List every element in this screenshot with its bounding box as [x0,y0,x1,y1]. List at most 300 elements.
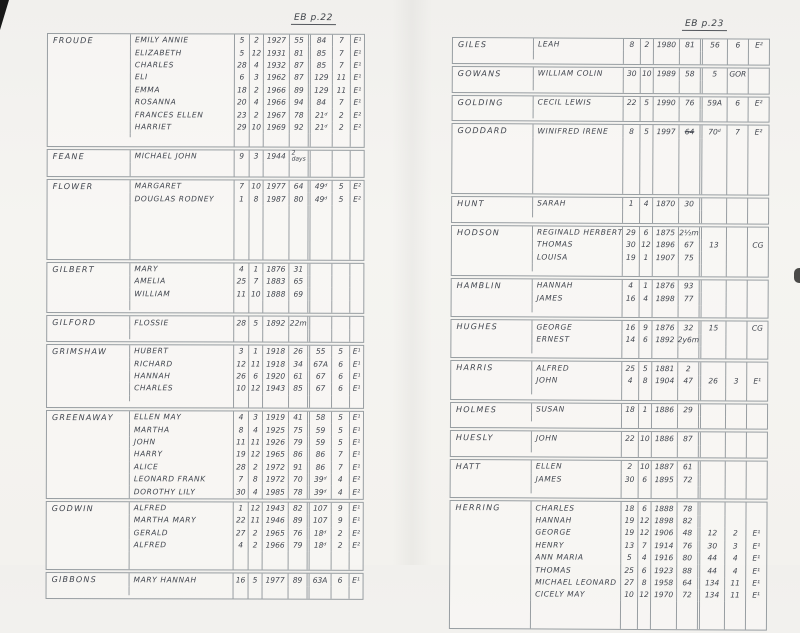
surname-cell: GOWANS [457,68,502,79]
empty-cell [700,52,727,65]
register-group [46,410,364,500]
grave-number-cell: 107 [307,502,331,514]
given-name-cell: WILLIAM COLIN [533,67,623,80]
month-cell: 12 [248,449,262,461]
row-number-cell [726,227,747,240]
row-number-cell: 5 [332,193,350,205]
empty-cell [638,416,651,428]
day-cell: 23 [234,109,249,121]
row-number-cell: 3 [724,540,745,553]
register-group [450,430,768,458]
section-cell: CG [746,322,767,335]
row-number-cell: 3 [725,375,746,388]
day-cell: 18 [621,403,638,415]
empty-cell [234,162,249,176]
empty-cell [331,586,349,598]
given-name-cell: SUSAN [531,403,621,416]
given-name-cell: ALICE [129,461,233,474]
given-name-cell: HANNAH [129,370,233,383]
empty-cell [233,395,248,407]
day-cell: 19 [233,449,248,461]
section-cell [746,404,767,417]
day-cell: 22 [233,515,248,527]
month-cell: 6 [639,226,652,238]
grave-number-cell: 67 [307,383,331,395]
given-name-cell: JAMES [532,292,622,305]
register-group [47,149,365,178]
day-cell: 4 [621,375,638,387]
age-cell: 78 [289,109,308,121]
given-name-cell: GEORGE [531,321,621,334]
day-cell: 14 [621,334,638,346]
grave-number-cell [698,404,725,417]
day-cell: 6 [234,72,249,84]
section-cell: E² [350,109,364,121]
grave-number-cell: 39ᵈ [307,486,331,498]
empty-cell [640,51,653,63]
section-cell: E¹ [349,449,363,461]
grave-number-cell: 134 [697,589,724,602]
empty-cell [698,387,725,400]
year-cell: 1886 [651,432,677,445]
given-name-cell: ALFRED [129,502,233,515]
section-cell: E² [349,474,363,486]
day-cell: 25 [620,564,637,576]
empty-cell [621,387,638,399]
year-cell: 1958 [650,577,676,590]
register-group [450,319,768,360]
grave-number-cell [698,334,725,347]
given-name-cell: CECIL LEWIS [533,96,623,109]
year-cell: 1972 [262,461,288,473]
year-cell: 1892 [262,317,288,329]
empty-cell [699,138,726,194]
empty-cell [678,305,699,318]
empty-cell [623,80,640,92]
year-cell: 1914 [650,540,676,553]
section-cell: E¹ [349,383,363,395]
year-cell: 1876 [652,280,678,293]
month-cell: 11 [248,358,262,370]
empty-cell [747,305,768,318]
grave-number-cell: 70ᵈ [699,126,726,139]
day-cell: 22 [623,96,640,108]
section-cell: E¹ [349,424,363,436]
row-number-cell: 9 [331,502,349,514]
register-group [46,501,364,571]
age-cell: 76 [676,540,697,553]
row-number-cell [725,433,746,446]
grave-number-cell: 59 [307,424,331,436]
day-cell: 19 [620,515,637,527]
age-cell: 78 [288,486,307,498]
section-cell: CG [747,239,768,252]
grave-number-cell [699,198,726,211]
age-cell: 64 [289,181,308,193]
year-cell: 1876 [651,321,677,334]
given-name-cell: JOHN [531,374,621,387]
register-group [451,196,769,224]
day-cell: 8 [623,39,640,51]
grave-number-cell: 44 [697,565,724,578]
day-cell: 10 [620,589,637,601]
day-cell: 12 [233,358,248,370]
empty-cell [677,416,698,429]
empty-cell [350,163,364,177]
empty-cell [727,81,748,94]
given-name-cell: CHARLES [129,382,233,395]
empty-cell [727,52,748,65]
grave-number-cell: 26 [698,375,725,388]
empty-cell [638,445,651,457]
row-number-cell: GOR [727,68,748,81]
row-number-cell [725,462,746,475]
row-number-cell [726,239,747,252]
grave-number-cell: 85 [308,47,332,59]
empty-cell [651,416,677,429]
month-cell: 2 [248,527,262,539]
month-cell: 12 [248,502,262,514]
surname-cell: HAMBLIN [456,281,502,291]
empty-cell [699,264,726,277]
age-cell: 30 [678,198,699,211]
month-cell: 6 [638,474,651,486]
year-cell: 1887 [651,461,677,474]
age-cell: 61 [677,461,698,474]
empty-cell [307,301,331,313]
grave-number-cell [699,293,726,306]
month-cell: 4 [248,486,262,498]
age-cell: 75 [288,424,307,436]
empty-cell [677,346,698,359]
grave-number-cell [698,433,725,446]
section-cell: E² [349,527,363,539]
empty-cell [248,395,262,407]
day-cell: 4 [233,263,248,275]
surname-cell: HERRING [455,503,501,513]
empty-cell [699,210,726,223]
day-cell: 26 [233,370,248,382]
month-cell: 11 [248,515,262,527]
empty-cell [332,163,350,177]
empty-cell [307,586,331,598]
year-cell: 1888 [262,288,288,300]
month-cell: 2 [249,84,263,96]
surname-cell: HUNT [457,198,485,208]
year-cell: 1926 [262,436,288,448]
section-cell [746,334,767,347]
given-name-cell: ANN MARIA [530,551,620,564]
age-cell: 76 [679,97,700,110]
empty-cell [637,601,650,629]
surname-cell: HOLMES [456,404,498,414]
register-table-left [46,33,365,602]
empty-cell [234,134,249,146]
year-cell: 1907 [652,251,678,264]
month-cell: 8 [249,193,263,205]
empty-cell [129,300,233,310]
empty-cell [639,305,652,317]
empty-cell [621,346,638,358]
section-cell: E² [349,540,363,552]
year-cell: 1927 [263,35,289,47]
empty-cell [622,210,639,222]
empty-cell [349,329,363,341]
age-cell: 89 [289,84,308,96]
empty-cell [651,486,677,499]
empty-cell [748,110,769,123]
grave-number-cell: 86 [307,449,331,461]
grave-number-cell: 21ᵈ [308,121,332,133]
year-cell: 1966 [263,97,289,109]
day-cell: 28 [234,59,249,71]
day-cell: 5 [620,552,637,564]
surname-cell: GODWIN [51,503,94,513]
surname-cell: GOLDING [457,97,504,107]
section-cell: E² [350,181,364,193]
row-number-cell: 7 [331,449,349,461]
age-cell: 87 [677,433,698,446]
year-cell: 1895 [651,474,677,487]
empty-cell [331,395,349,407]
page-gutter [392,0,432,565]
row-number-cell [725,322,746,335]
given-name-cell: LEAH [533,38,623,51]
row-number-cell: 5 [331,424,349,436]
section-cell [746,433,767,446]
day-cell: 29 [234,121,249,133]
month-cell: 11 [248,436,262,448]
section-cell [349,288,363,300]
year-cell: 1923 [650,564,676,577]
empty-cell [639,210,652,222]
month-cell: 4 [637,552,650,564]
empty-cell [698,416,725,429]
empty-cell [746,445,767,458]
year-cell: 1977 [263,180,289,192]
age-cell: 85 [288,383,307,395]
year-cell: 1883 [262,276,288,288]
empty-cell [621,416,638,428]
empty-cell [746,347,767,360]
age-cell: 93 [678,280,699,293]
year-cell: 1962 [263,72,289,84]
section-cell: E² [747,126,768,139]
section-cell [745,515,766,528]
year-cell: 1965 [262,449,288,461]
grave-number-cell: 49ᵈ [308,193,332,205]
month-cell: 6 [248,370,262,382]
grave-number-cell [307,263,331,275]
empty-cell [530,601,620,629]
empty-cell [307,395,331,407]
grave-number-cell [699,280,726,293]
year-cell: 1990 [653,97,679,110]
empty-cell [726,138,747,194]
month-cell: 2 [248,539,262,551]
empty-cell [233,552,248,570]
row-number-cell: 2 [332,121,350,133]
section-cell: E² [349,486,363,498]
month-cell: 10 [249,180,263,192]
given-name-cell: RICHARD [129,358,233,371]
month-cell: 3 [248,412,262,424]
empty-cell [129,395,233,401]
row-number-cell [725,404,746,417]
age-cell: 79 [288,540,307,552]
row-number-cell: 2 [331,527,349,539]
day-cell: 10 [233,383,248,395]
section-cell: E² [748,40,769,53]
year-cell: 1892 [651,334,677,347]
given-name-cell: ROSANNA [130,96,234,109]
empty-cell [746,388,767,401]
surname-cell: FROUDE [52,36,94,46]
empty-cell [349,301,363,313]
month-cell: 8 [637,577,650,589]
empty-cell [638,486,651,498]
row-number-cell [726,281,747,294]
section-cell: E¹ [745,565,766,578]
month-cell: 6 [637,564,650,576]
row-number-cell [725,503,746,516]
register-group [451,123,769,195]
day-cell: 27 [620,577,637,589]
empty-cell [638,387,651,399]
empty-cell [638,346,651,358]
empty-cell [532,137,622,193]
month-cell: 2 [249,35,263,47]
year-cell: 1965 [262,527,288,539]
section-cell: E¹ [350,47,364,59]
section-cell: E² [350,122,364,134]
empty-cell [289,134,308,146]
surname-cell: HUGHES [456,322,498,332]
empty-cell [532,210,622,218]
row-number-cell: 4 [331,486,349,498]
day-cell: 8 [622,125,639,137]
section-cell [748,68,769,81]
month-cell: 10 [638,432,651,444]
month-cell: 1 [639,280,652,292]
register-group [46,315,364,343]
surname-cell: HATT [455,462,482,472]
age-cell: 2½m [678,227,699,240]
given-name-cell: MARGARET [130,180,234,193]
row-number-cell: 4 [724,565,745,578]
grave-number-cell [307,276,331,288]
age-cell: 77 [678,293,699,306]
empty-cell [653,51,679,64]
year-cell: 1888 [651,502,677,515]
age-cell: 26 [288,346,307,358]
empty-cell [652,210,678,223]
section-cell: E¹ [349,358,363,370]
surname-cell: GILBERT [52,264,95,274]
section-cell: E¹ [349,346,363,358]
scan-edge-artifact [794,268,800,283]
year-cell: 1997 [652,125,678,138]
age-cell: 72 [677,474,698,487]
empty-cell [724,602,745,630]
age-cell: 64 [676,577,697,590]
age-cell: 76 [288,527,307,539]
empty-cell [249,162,263,176]
empty-cell [129,329,233,339]
empty-cell [623,51,640,63]
surname-cell: HUESLY [455,433,494,443]
day-cell: 30 [623,68,640,80]
section-cell: E¹ [745,577,766,590]
row-number-cell: 6 [331,383,349,395]
section-cell: E¹ [745,528,766,541]
empty-cell [262,205,288,259]
grave-number-cell: 56 [700,39,727,52]
empty-cell [129,551,233,569]
day-cell: 19 [620,527,637,539]
age-cell: 78 [677,503,698,516]
day-cell: 1 [234,193,249,205]
year-cell: 1918 [262,358,288,370]
year-cell: 1904 [651,375,677,388]
surname-cell: GIBBONS [51,575,97,585]
row-number-cell [726,252,747,265]
month-cell: 12 [637,515,650,527]
row-number-cell: 5 [331,346,349,358]
empty-cell [531,444,621,452]
grave-number-cell: 18ᵈ [307,527,331,539]
given-name-cell: CHARLES [531,502,621,515]
empty-cell [531,345,621,353]
section-cell [349,317,363,329]
empty-cell [699,305,726,318]
surname-cell: HODSON [456,227,501,237]
row-number-cell [724,515,745,528]
given-name-cell: ELI [130,71,234,84]
row-number-cell: 7 [332,35,350,47]
empty-cell [639,138,652,194]
empty-cell [262,586,288,598]
age-cell: 31 [288,263,307,275]
month-cell: 3 [249,72,263,84]
year-cell: 1966 [263,84,289,96]
empty-cell [746,417,767,430]
row-number-cell: 7 [331,461,349,473]
row-number-cell: 4 [724,552,745,565]
row-number-cell [725,334,746,347]
register-group [449,500,768,631]
register-group [46,572,364,600]
empty-cell [676,602,697,630]
month-cell: 2 [640,39,653,51]
given-name-cell: HUBERT [129,345,233,358]
row-number-cell: 11 [724,589,745,602]
grave-number-cell [307,288,331,300]
grave-number-cell: 15 [698,322,725,335]
empty-cell [725,486,746,499]
day-cell: 11 [233,288,248,300]
row-number-cell: 5 [331,437,349,449]
year-cell: 1969 [263,121,289,133]
year-cell: 1898 [650,515,676,528]
empty-cell [262,395,288,407]
month-cell: 2 [249,109,263,121]
given-name-cell: ALFRED [129,539,233,552]
day-cell: 5 [234,34,249,46]
row-number-cell: 6 [727,39,748,52]
month-cell: 10 [640,68,653,80]
empty-cell [262,552,288,570]
